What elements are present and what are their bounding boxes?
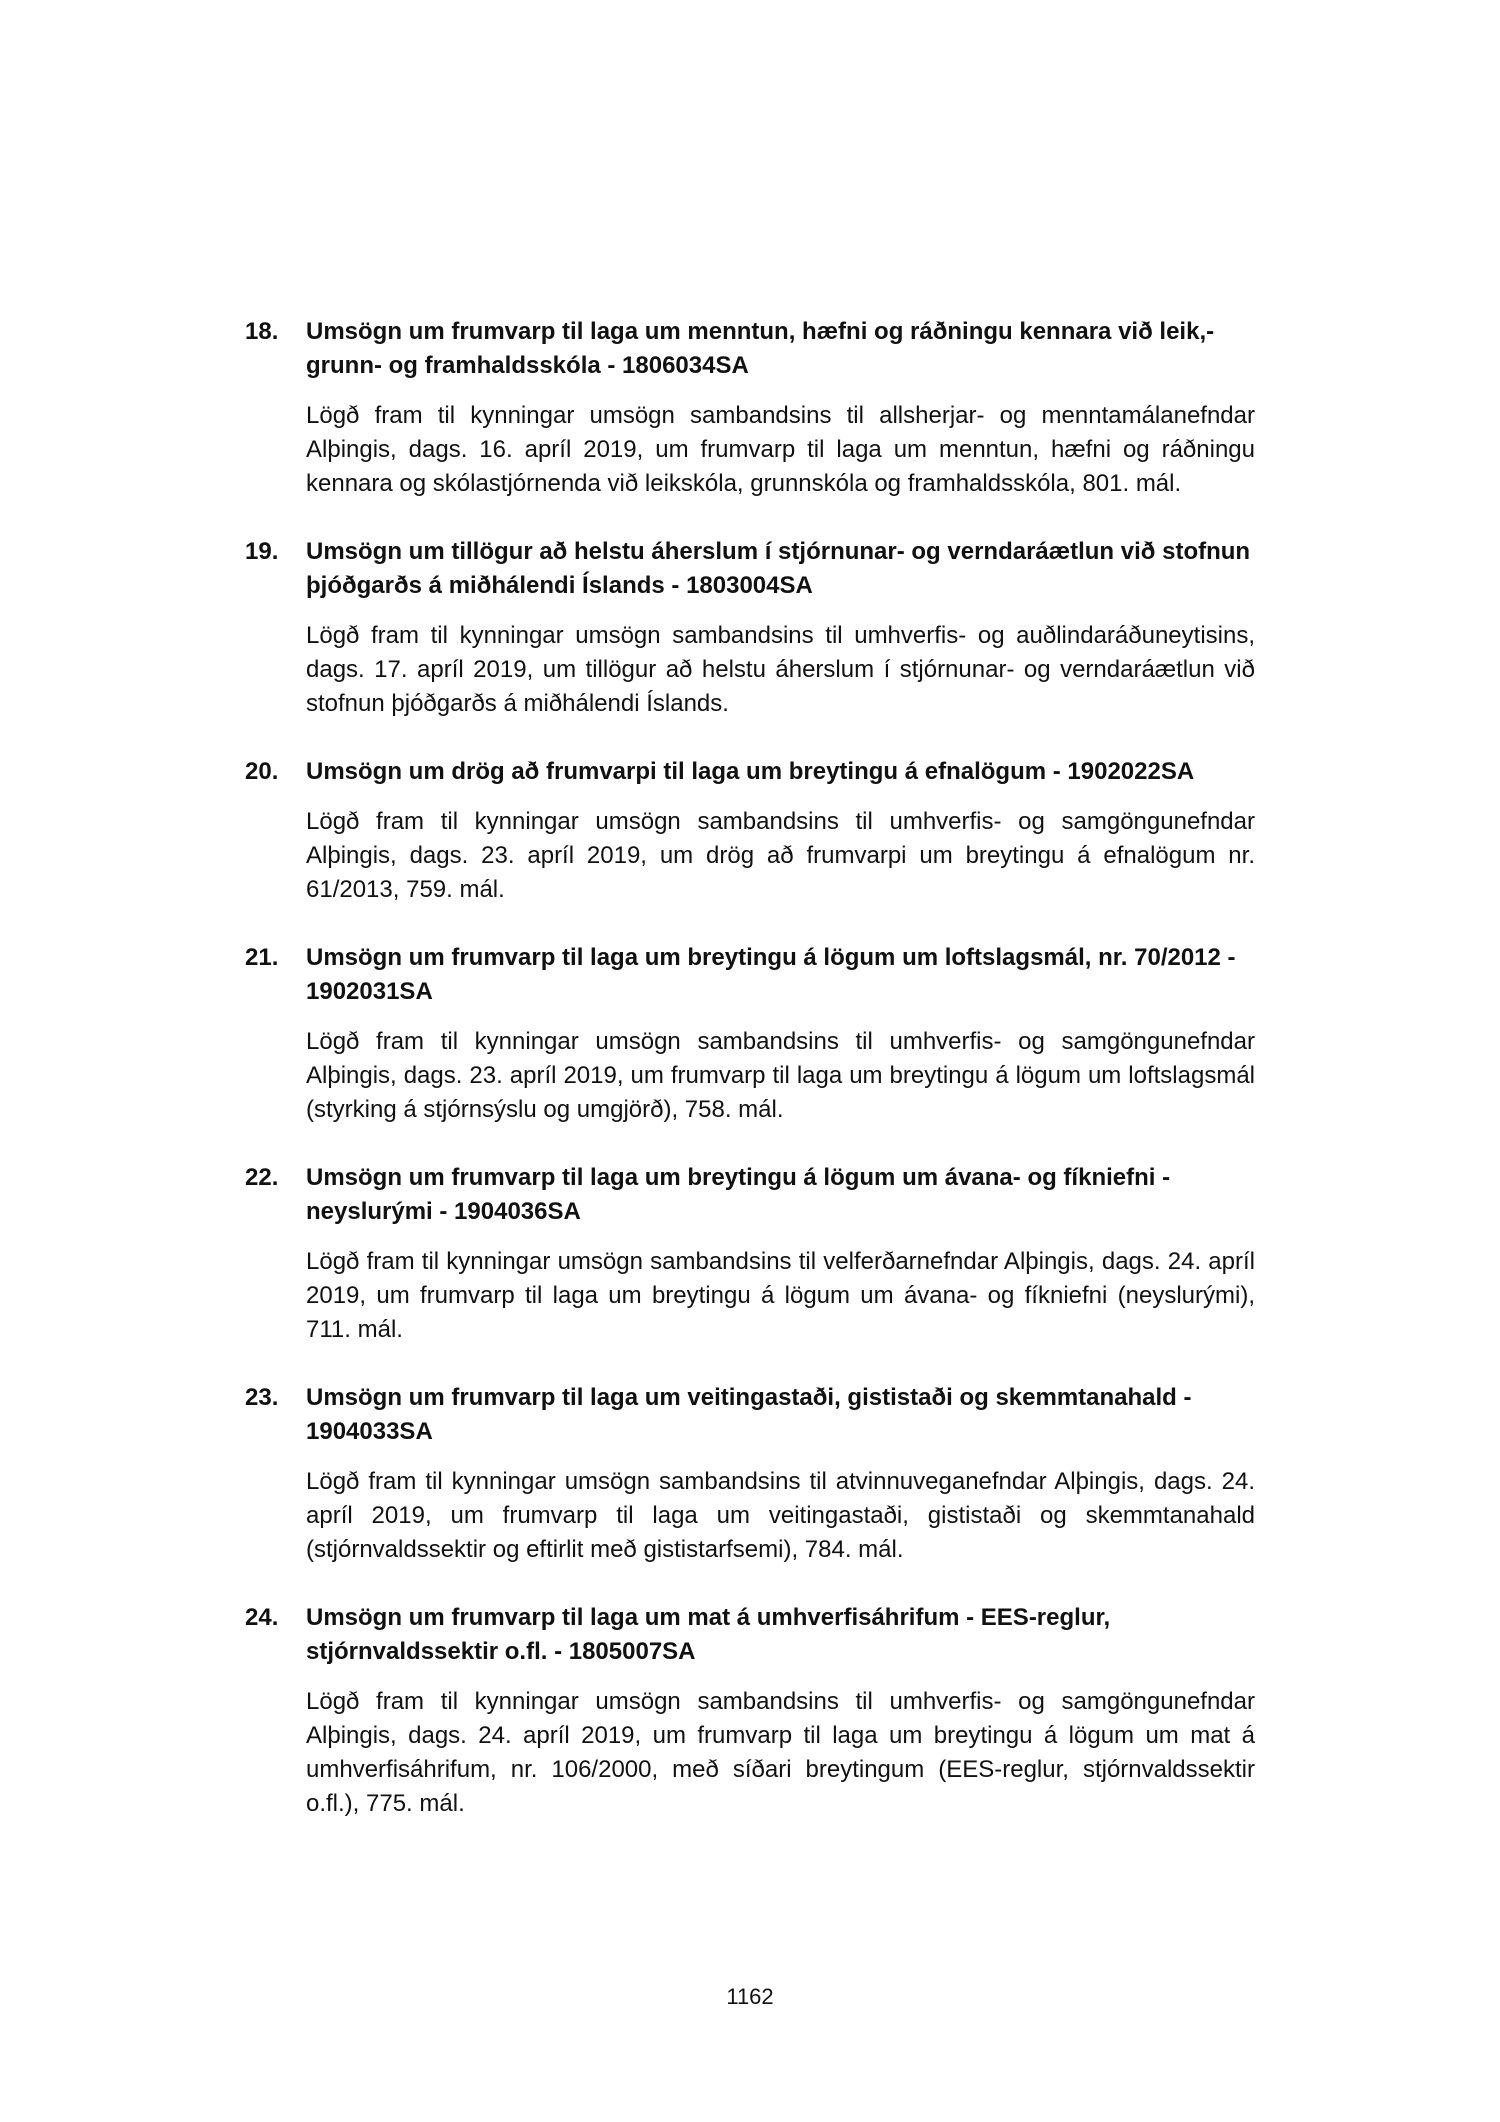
agenda-item [245,315,1255,501]
item-body: Lögð fram til kynningar umsögn sambandsins til umhverfis- og auðlindaráðuneytisins, dags. 17. apríl 2019, um tillögur að helstu áherslum í stjórnunar- og verndaráætlun við stofnun þjóðgarðs á miðhálendi Íslands. [306,622,1255,717]
item-body: Lögð fram til kynningar umsögn sambandsins til umhverfis- og samgöngunefndar Alþingis, dags. 23. apríl 2019, um frumvarp til laga um breytingu á lögum um loftslagsmál (styrking á stjórnsýslu og umgjörð), 758. mál. [306,1028,1255,1123]
agenda-item-list [245,315,1255,1855]
item-body: Lögð fram til kynningar umsögn sambandsins til umhverfis- og samgöngunefndar Alþingis, dags. 23. apríl 2019, um drög að frumvarpi um breytingu á efnalögum nr. 61/2013, 759. mál. [306,808,1255,903]
agenda-item [245,941,1255,1127]
item-number: 21. [245,944,279,971]
item-number: 19. [245,538,279,565]
item-body: Lögð fram til kynningar umsögn sambandsins til allsherjar- og menntamálanefndar Alþingis, dags. 16. apríl 2019, um frumvarp til laga um menntun, hæfni og ráðningu kennara og skólastjórnenda við leikskóla, grunnskóla og framhaldsskóla, 801. mál. [306,402,1255,497]
item-title: Umsögn um frumvarp til laga um mat á umhverfisáhrifum - EES-reglur, stjórnvaldssektir o.fl. - 1805007SA [306,1604,1111,1665]
agenda-item [245,1601,1255,1821]
item-title: Umsögn um tillögur að helstu áherslum í stjórnunar- og verndaráætlun við stofnun þjóðgarðs á miðhálendi Íslands - 1803004SA [306,538,1251,599]
item-number: 23. [245,1384,279,1411]
item-title: Umsögn um frumvarp til laga um breytingu á lögum um loftslagsmál, nr. 70/2012 - 1902031SA [306,944,1236,1005]
agenda-item [245,535,1255,721]
item-title: Umsögn um frumvarp til laga um menntun, hæfni og ráðningu kennara við leik,- grunn- og framhaldsskóla - 1806034SA [306,318,1215,379]
item-number: 22. [245,1164,279,1191]
agenda-item [245,1381,1255,1567]
item-body: Lögð fram til kynningar umsögn sambandsins til umhverfis- og samgöngunefndar Alþingis, dags. 24. apríl 2019, um frumvarp til laga um breytingu á lögum um mat á umhverfisáhrifum, nr. 106/2000, með síðari breytingum (EES-reglur, stjórnvaldssektir o.fl.), 775. mál. [306,1688,1255,1817]
agenda-item [245,755,1255,907]
item-title: Umsögn um drög að frumvarpi til laga um breytingu á efnalögum - 1902022SA [306,758,1195,785]
agenda-item [245,1161,1255,1347]
item-number: 18. [245,318,279,345]
item-title: Umsögn um frumvarp til laga um breytingu á lögum um ávana- og fíkniefni - neyslurými - 1904036SA [306,1164,1171,1225]
page-number: 1162 [726,1984,774,2009]
item-number: 24. [245,1604,279,1631]
item-body: Lögð fram til kynningar umsögn sambandsins til velferðarnefndar Alþingis, dags. 24. apríl 2019, um frumvarp til laga um breytingu á lögum um ávana- og fíkniefni (neyslurými), 711. mál. [306,1248,1255,1343]
item-body: Lögð fram til kynningar umsögn sambandsins til atvinnuveganefndar Alþingis, dags. 24. apríl 2019, um frumvarp til laga um veitingastaði, gististaði og skemmtanahald (stjórnvaldssektir og eftirlit með gististarfsemi), 784. mál. [306,1468,1255,1563]
item-number: 20. [245,758,279,785]
item-title: Umsögn um frumvarp til laga um veitingastaði, gististaði og skemmtanahald - 1904033SA [306,1384,1192,1445]
